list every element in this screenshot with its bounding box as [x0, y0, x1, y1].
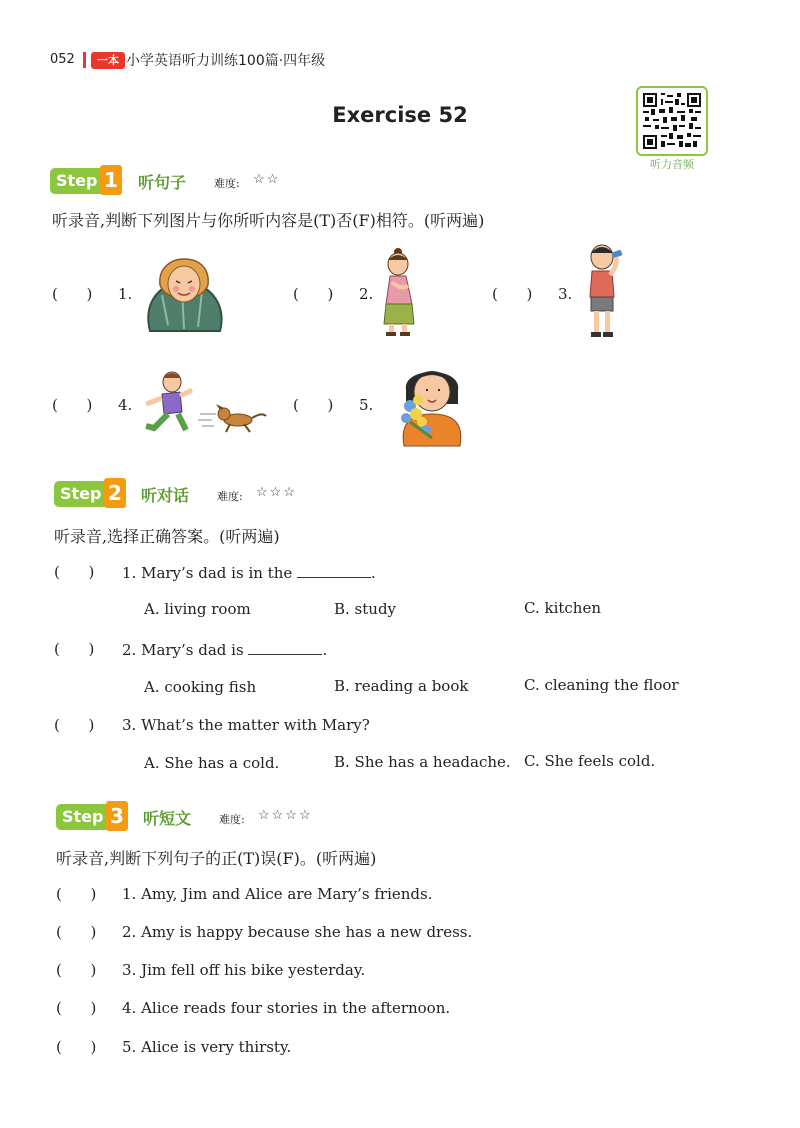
statement-3: 3. Jim fell off his bike yesterday.	[122, 961, 366, 979]
step1-number: 1	[100, 165, 122, 195]
picture-boy-running-dog	[140, 370, 270, 436]
question-1-text: 1. Mary’s dad is in the	[122, 564, 293, 582]
question-2-text: 2. Mary’s dad is	[122, 641, 244, 659]
item-number-3: 3.	[558, 285, 573, 303]
answer-blank-5[interactable]: ( )	[293, 396, 334, 414]
step1-instruction: 听录音,判断下列图片与你所听内容是(T)否(F)相符。(听两遍)	[52, 211, 485, 230]
answer-blank-q1[interactable]: ( )	[54, 563, 95, 581]
question-3: 3. What’s the matter with Mary?	[122, 716, 370, 734]
answer-blank-q2[interactable]: ( )	[54, 640, 95, 658]
step3-badge	[56, 804, 128, 830]
item-number-2: 2.	[359, 285, 374, 303]
book-title: 小学英语听力训练100篇·四年级	[126, 53, 326, 69]
step1-difficulty-label: 难度:	[214, 177, 240, 190]
option-3a[interactable]: A. She has a cold.	[144, 754, 280, 772]
option-1a[interactable]: A. living room	[144, 600, 251, 618]
step3-difficulty-label: 难度:	[219, 813, 245, 826]
step2-difficulty-stars: ☆☆☆	[256, 485, 297, 500]
option-2b[interactable]: B. reading a book	[334, 677, 469, 695]
item-number-5: 5.	[359, 396, 374, 414]
qr-code[interactable]	[636, 86, 708, 156]
picture-boy-drinking	[584, 243, 632, 339]
option-3b[interactable]: B. She has a headache.	[334, 753, 511, 771]
step3-badge-text: Step	[62, 807, 104, 826]
page-number: 052	[50, 52, 75, 67]
question-1-end: .	[371, 564, 376, 582]
answer-blank-2[interactable]: ( )	[293, 285, 334, 303]
step2-instruction: 听录音,选择正确答案。(听两遍)	[54, 527, 280, 546]
question-2-end: .	[322, 641, 328, 659]
option-3c[interactable]: C. She feels cold.	[524, 752, 656, 770]
answer-blank-s1[interactable]: ( )	[56, 885, 97, 903]
brand-logo: 一本	[91, 52, 125, 69]
step1-difficulty-stars: ☆☆	[253, 172, 281, 187]
question-2	[122, 640, 327, 659]
header-divider	[83, 52, 86, 68]
option-2c[interactable]: C. cleaning the floor	[524, 676, 679, 694]
statement-5: 5. Alice is very thirsty.	[122, 1038, 292, 1056]
option-2a[interactable]: A. cooking fish	[144, 678, 257, 696]
picture-child-blanket	[138, 255, 230, 333]
option-1c[interactable]: C. kitchen	[524, 599, 601, 617]
step3-difficulty-stars: ☆☆☆☆	[258, 808, 313, 823]
fill-blank-1[interactable]	[297, 563, 371, 578]
exercise-title: Exercise 52	[332, 103, 468, 127]
picture-girl-stomachache	[378, 246, 424, 338]
step2-title: 听对话	[141, 486, 190, 505]
qr-code-icon	[643, 93, 701, 149]
step3-number: 3	[106, 801, 128, 831]
answer-blank-s2[interactable]: ( )	[56, 923, 97, 941]
question-1	[122, 563, 376, 582]
option-1b[interactable]: B. study	[334, 600, 397, 618]
answer-blank-4[interactable]: ( )	[52, 396, 93, 414]
statement-4: 4. Alice reads four stories in the afternoon.	[122, 999, 451, 1017]
answer-blank-q3[interactable]: ( )	[54, 716, 95, 734]
statement-2: 2. Amy is happy because she has a new dress.	[122, 923, 473, 941]
step2-difficulty-label: 难度:	[217, 490, 243, 503]
answer-blank-1[interactable]: ( )	[52, 285, 93, 303]
step1-title: 听句子	[138, 173, 187, 192]
step1-badge	[50, 168, 122, 194]
statement-1: 1. Amy, Jim and Alice are Mary’s friends.	[122, 885, 433, 903]
step2-badge	[54, 481, 126, 507]
picture-girl-flowers	[396, 360, 468, 448]
answer-blank-s5[interactable]: ( )	[56, 1038, 97, 1056]
step1-badge-text: Step	[56, 171, 98, 190]
fill-blank-2[interactable]	[248, 640, 322, 655]
qr-label: 听力音频	[650, 158, 694, 171]
step3-instruction: 听录音,判断下列句子的正(T)误(F)。(听两遍)	[56, 849, 377, 868]
step3-title: 听短文	[143, 809, 192, 828]
answer-blank-s3[interactable]: ( )	[56, 961, 97, 979]
step2-number: 2	[104, 478, 126, 508]
step2-badge-text: Step	[60, 484, 102, 503]
item-number-4: 4.	[118, 396, 133, 414]
item-number-1: 1.	[118, 285, 133, 303]
answer-blank-3[interactable]: ( )	[492, 285, 533, 303]
answer-blank-s4[interactable]: ( )	[56, 999, 97, 1017]
